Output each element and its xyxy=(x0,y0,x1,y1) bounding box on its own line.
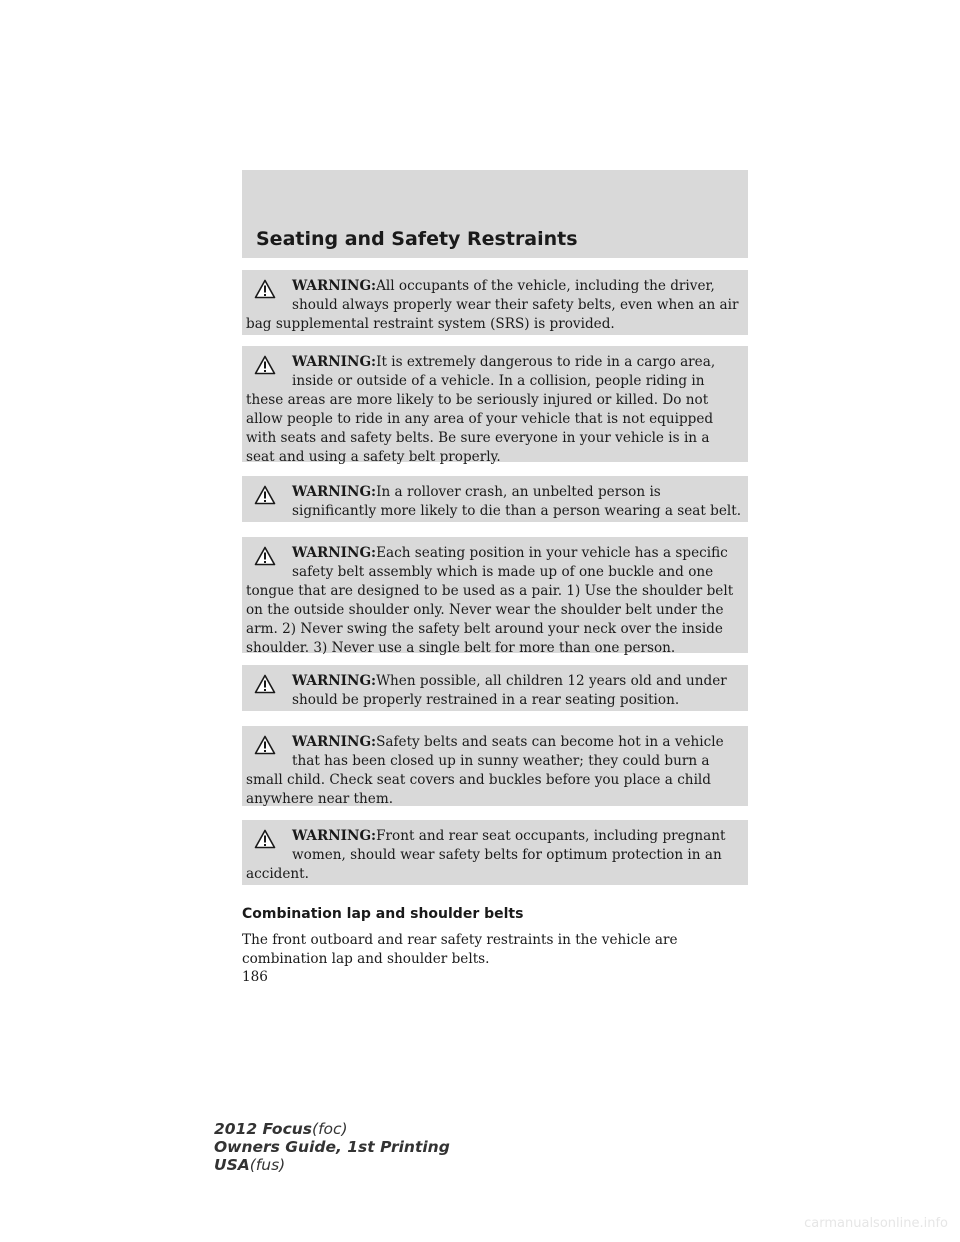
warning-line: seat and using a safety belt properly. xyxy=(246,449,501,465)
warning-label: WARNING: xyxy=(292,828,377,844)
footer-market-code: (fus) xyxy=(249,1156,286,1174)
warning-line: on the outside shoulder only. Never wear the shoulder belt under the xyxy=(246,602,724,618)
warning-first-line: WARNING:Each seating position in your vehicle has a specific xyxy=(292,545,728,561)
warning-line: should always properly wear their safety belts, even when an air xyxy=(292,297,739,313)
warning-triangle-icon xyxy=(254,546,276,566)
warning-line: arm. 2) Never swing the safety belt around your neck over the inside xyxy=(246,621,723,637)
warning-line: significantly more likely to die than a person wearing a seat belt. xyxy=(292,503,742,519)
warning-first-line: WARNING:It is extremely dangerous to ride in a cargo area, xyxy=(292,354,716,370)
warning-first-line: WARNING:In a rollover crash, an unbelted person is xyxy=(292,484,661,500)
section-heading: Combination lap and shoulder belts xyxy=(242,906,524,922)
warning-line: women, should wear safety belts for optimum protection in an xyxy=(292,847,722,863)
footer-line-edition: Owners Guide, 1st Printing xyxy=(214,1138,450,1156)
warning-label: WARNING: xyxy=(292,278,377,294)
section-body xyxy=(242,931,678,969)
warning-first-line: WARNING:Safety belts and seats can become hot in a vehicle xyxy=(292,734,724,750)
page-section-title: Seating and Safety Restraints xyxy=(256,228,578,250)
warning-label: WARNING: xyxy=(292,354,377,370)
print-footer xyxy=(214,1120,450,1174)
warning-line: allow people to ride in any area of your vehicle that is not equipped xyxy=(246,411,714,427)
warning-line: small child. Check seat covers and buckles before you place a child xyxy=(246,772,711,788)
warning-line: accident. xyxy=(246,866,309,882)
warning-box xyxy=(242,820,748,885)
warning-box xyxy=(242,665,748,711)
page-number: 186 xyxy=(242,969,268,985)
warning-line: that has been closed up in sunny weather; they could burn a xyxy=(292,753,710,769)
footer-line-model xyxy=(214,1120,450,1138)
warning-line: bag supplemental restraint system (SRS) is provided. xyxy=(246,316,615,332)
warning-triangle-icon xyxy=(254,829,276,849)
warning-label: WARNING: xyxy=(292,484,377,500)
warning-first-line: WARNING:All occupants of the vehicle, including the driver, xyxy=(292,278,715,294)
footer-model: 2012 Focus xyxy=(214,1120,313,1138)
warning-first-line: WARNING:When possible, all children 12 years old and under xyxy=(292,673,727,689)
warning-line: inside or outside of a vehicle. In a collision, people riding in xyxy=(292,373,705,389)
warning-line: shoulder. 3) Never use a single belt for more than one person. xyxy=(246,640,676,656)
warning-line: these areas are more likely to be seriously injured or killed. Do not xyxy=(246,392,709,408)
footer-model-code: (foc) xyxy=(312,1120,348,1138)
warning-triangle-icon xyxy=(254,674,276,694)
body-line: The front outboard and rear safety restraints in the vehicle are xyxy=(242,932,678,948)
warning-line: anywhere near them. xyxy=(246,791,394,807)
warning-triangle-icon xyxy=(254,485,276,505)
warning-label: WARNING: xyxy=(292,545,377,561)
warning-first-line: WARNING:Front and rear seat occupants, including pregnant xyxy=(292,828,726,844)
footer-market: USA xyxy=(214,1156,250,1174)
warning-box xyxy=(242,537,748,656)
warning-box xyxy=(242,270,748,335)
warning-label: WARNING: xyxy=(292,734,377,750)
warning-label: WARNING: xyxy=(292,673,377,689)
warning-line: safety belt assembly which is made up of one buckle and one xyxy=(292,564,714,580)
warning-box xyxy=(242,346,748,465)
watermark-text: carmanualsonline.info xyxy=(804,1216,948,1231)
warning-triangle-icon xyxy=(254,735,276,755)
warning-line: tongue that are designed to be used as a pair. 1) Use the shoulder belt xyxy=(246,583,734,599)
warning-line: should be properly restrained in a rear seating position. xyxy=(292,692,680,708)
warning-triangle-icon xyxy=(254,355,276,375)
warning-box xyxy=(242,726,748,806)
body-line: combination lap and shoulder belts. xyxy=(242,951,490,967)
warning-box xyxy=(242,476,748,522)
warning-triangle-icon xyxy=(254,279,276,299)
warning-line: with seats and safety belts. Be sure everyone in your vehicle is in a xyxy=(246,430,710,446)
